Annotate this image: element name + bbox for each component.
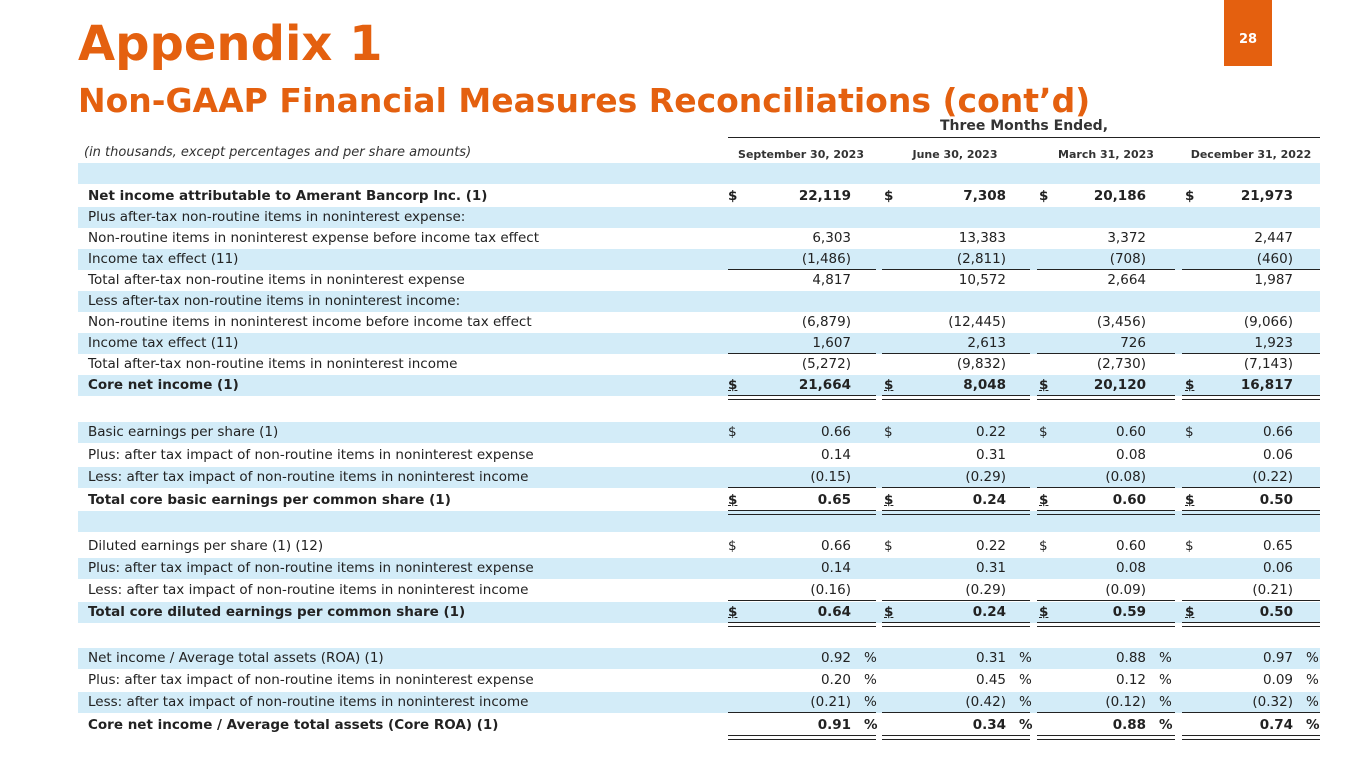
- currency-symbol: $: [884, 604, 894, 620]
- table-row: [78, 445, 1320, 466]
- underline-rule: [728, 712, 876, 713]
- currency-symbol: $: [1039, 538, 1048, 554]
- unit-symbol: %: [864, 694, 877, 710]
- currency-symbol: $: [1185, 188, 1195, 204]
- row-label: Total after-tax non-routine items in noninterest expense: [88, 272, 465, 288]
- underline-rule: [1037, 712, 1175, 713]
- table-row: [78, 312, 1320, 333]
- underline-rule: [728, 395, 876, 396]
- cell-value: 1,607: [812, 335, 851, 351]
- underline-rule: [728, 487, 876, 488]
- underline-rule: [882, 510, 1030, 511]
- cell-value: (0.29): [965, 469, 1006, 485]
- cell-value: 20,186: [1093, 188, 1146, 204]
- cell-value: 0.31: [975, 650, 1006, 666]
- currency-symbol: $: [1185, 424, 1194, 440]
- underline-rule: [882, 487, 1030, 488]
- currency-symbol: $: [884, 377, 894, 393]
- row-label: Less: after tax impact of non-routine items in noninterest income: [88, 694, 529, 710]
- table-row: [78, 692, 1320, 713]
- table-row: [78, 580, 1320, 601]
- currency-symbol: $: [1185, 538, 1194, 554]
- spacer-band: [78, 163, 1320, 184]
- page-title: Appendix 1: [78, 16, 383, 72]
- row-label: Core net income / Average total assets (Core ROA) (1): [88, 717, 499, 733]
- cell-value: (6,879): [801, 314, 851, 330]
- period-header: Three Months Ended,: [939, 118, 1109, 134]
- underline-rule: [728, 622, 876, 623]
- currency-symbol: $: [728, 188, 738, 204]
- underline-rule: [882, 600, 1030, 601]
- unit-symbol: %: [864, 650, 877, 666]
- row-label: Core net income (1): [88, 377, 239, 393]
- underline-rule: [882, 735, 1030, 736]
- underline-rule: [882, 712, 1030, 713]
- cell-value: 1,987: [1254, 272, 1293, 288]
- underline-rule: [882, 739, 1030, 740]
- cell-value: (0.42): [965, 694, 1006, 710]
- cell-value: 0.08: [1115, 447, 1146, 463]
- table-row: [78, 536, 1320, 557]
- unit-symbol: %: [1306, 694, 1319, 710]
- cell-value: 0.60: [1115, 424, 1146, 440]
- row-label: Plus: after tax impact of non-routine items in noninterest expense: [88, 672, 534, 688]
- table-row: [78, 467, 1320, 488]
- cell-value: (0.12): [1105, 694, 1146, 710]
- unit-symbol: %: [1159, 672, 1172, 688]
- table-row: [78, 422, 1320, 443]
- cell-value: 21,664: [798, 377, 851, 393]
- row-label: Income tax effect (11): [88, 335, 239, 351]
- underline-rule: [1037, 735, 1175, 736]
- row-label: Total after-tax non-routine items in noninterest income: [88, 356, 458, 372]
- cell-value: 4,817: [812, 272, 851, 288]
- cell-value: 0.12: [1115, 672, 1146, 688]
- unit-symbol: %: [1159, 650, 1172, 666]
- row-label: Net income / Average total assets (ROA) (1): [88, 650, 384, 666]
- cell-value: 0.50: [1259, 492, 1293, 508]
- cell-value: 0.66: [820, 538, 851, 554]
- cell-value: (708): [1109, 251, 1146, 267]
- cell-value: (9,832): [956, 356, 1006, 372]
- cell-value: (0.15): [810, 469, 851, 485]
- underline-rule: [728, 735, 876, 736]
- table-row: [78, 270, 1320, 291]
- underline-rule: [728, 399, 876, 400]
- cell-value: (3,456): [1096, 314, 1146, 330]
- cell-value: (1,486): [801, 251, 851, 267]
- cell-value: 0.97: [1262, 650, 1293, 666]
- cell-value: 0.06: [1262, 560, 1293, 576]
- underline-rule: [1182, 622, 1320, 623]
- cell-value: (9,066): [1243, 314, 1293, 330]
- currency-symbol: $: [728, 492, 738, 508]
- cell-value: 0.66: [1262, 424, 1293, 440]
- currency-symbol: $: [728, 604, 738, 620]
- currency-symbol: $: [1185, 492, 1195, 508]
- cell-value: (2,811): [956, 251, 1006, 267]
- underline-rule: [728, 626, 876, 627]
- row-label: Plus: after tax impact of non-routine items in noninterest expense: [88, 447, 534, 463]
- row-label: Less: after tax impact of non-routine items in noninterest income: [88, 582, 529, 598]
- cell-value: 0.06: [1262, 447, 1293, 463]
- cell-value: 7,308: [963, 188, 1006, 204]
- cell-value: 0.24: [972, 492, 1006, 508]
- unit-symbol: %: [864, 672, 877, 688]
- cell-value: 3,372: [1107, 230, 1146, 246]
- underline-rule: [728, 600, 876, 601]
- cell-value: 8,048: [963, 377, 1006, 393]
- underline-rule: [1037, 514, 1175, 515]
- cell-value: 726: [1120, 335, 1146, 351]
- row-label: Less: after tax impact of non-routine items in noninterest income: [88, 469, 529, 485]
- underline-rule: [728, 739, 876, 740]
- underline-rule: [1037, 510, 1175, 511]
- currency-symbol: $: [1185, 604, 1195, 620]
- row-label: Non-routine items in noninterest expense before income tax effect: [88, 230, 539, 246]
- currency-symbol: $: [884, 424, 893, 440]
- column-header: December 31, 2022: [1182, 148, 1320, 161]
- cell-value: 0.45: [975, 672, 1006, 688]
- underline-rule: [1037, 487, 1175, 488]
- cell-value: (0.32): [1252, 694, 1293, 710]
- underline-rule: [1182, 739, 1320, 740]
- cell-value: 0.22: [975, 424, 1006, 440]
- cell-value: 16,817: [1240, 377, 1293, 393]
- table-row: [78, 375, 1320, 396]
- currency-symbol: $: [728, 538, 737, 554]
- underline-rule: [1182, 514, 1320, 515]
- cell-value: (0.16): [810, 582, 851, 598]
- underline-rule: [882, 395, 1030, 396]
- row-label: Total core basic earnings per common share (1): [88, 492, 451, 508]
- cell-value: 22,119: [798, 188, 851, 204]
- unit-symbol: %: [1019, 650, 1032, 666]
- cell-value: 0.66: [820, 424, 851, 440]
- underline-rule: [1037, 399, 1175, 400]
- cell-value: 2,664: [1107, 272, 1146, 288]
- column-header: June 30, 2023: [882, 148, 1028, 161]
- table-row: [78, 186, 1320, 207]
- currency-symbol: $: [728, 424, 737, 440]
- unit-symbol: %: [1306, 650, 1319, 666]
- unit-symbol: %: [1019, 717, 1033, 733]
- underline-rule: [882, 622, 1030, 623]
- cell-value: 0.09: [1262, 672, 1293, 688]
- unit-symbol: %: [1159, 694, 1172, 710]
- cell-value: (7,143): [1243, 356, 1293, 372]
- table-row: [78, 558, 1320, 579]
- currency-symbol: $: [1039, 424, 1048, 440]
- unit-note: (in thousands, except percentages and per share amounts): [84, 145, 472, 160]
- underline-rule: [728, 510, 876, 511]
- row-label: Total core diluted earnings per common share (1): [88, 604, 466, 620]
- cell-value: 0.88: [1112, 717, 1146, 733]
- cell-value: 0.59: [1112, 604, 1146, 620]
- unit-symbol: %: [864, 717, 878, 733]
- underline-rule: [1182, 626, 1320, 627]
- table-row: [78, 715, 1320, 736]
- table-row: [78, 354, 1320, 375]
- cell-value: 0.91: [817, 717, 851, 733]
- cell-value: 0.50: [1259, 604, 1293, 620]
- unit-symbol: %: [1019, 694, 1032, 710]
- cell-value: 0.60: [1112, 492, 1146, 508]
- table-row: [78, 249, 1320, 270]
- row-label: Plus: after tax impact of non-routine items in noninterest expense: [88, 560, 534, 576]
- cell-value: 0.60: [1115, 538, 1146, 554]
- table-row: [78, 490, 1320, 511]
- cell-value: 2,613: [967, 335, 1006, 351]
- unit-symbol: %: [1306, 672, 1319, 688]
- currency-symbol: $: [1185, 377, 1195, 393]
- cell-value: 0.24: [972, 604, 1006, 620]
- underline-rule: [1037, 395, 1175, 396]
- cell-value: 0.88: [1115, 650, 1146, 666]
- currency-symbol: $: [728, 377, 738, 393]
- currency-symbol: $: [884, 188, 894, 204]
- underline-rule: [1182, 487, 1320, 488]
- cell-value: 0.74: [1259, 717, 1293, 733]
- table-row: [78, 602, 1320, 623]
- cell-value: 0.08: [1115, 560, 1146, 576]
- currency-symbol: $: [884, 492, 894, 508]
- row-label: Basic earnings per share (1): [88, 424, 279, 440]
- cell-value: 6,303: [812, 230, 851, 246]
- cell-value: 13,383: [958, 230, 1006, 246]
- table-row: [78, 333, 1320, 354]
- cell-value: 0.20: [820, 672, 851, 688]
- unit-symbol: %: [1019, 672, 1032, 688]
- cell-value: 0.34: [972, 717, 1006, 733]
- table-row: [78, 291, 1320, 312]
- column-header: September 30, 2023: [728, 148, 874, 161]
- currency-symbol: $: [1039, 604, 1049, 620]
- cell-value: (0.22): [1252, 469, 1293, 485]
- underline-rule: [1037, 739, 1175, 740]
- underline-rule: [1182, 712, 1320, 713]
- row-label: Non-routine items in noninterest income before income tax effect: [88, 314, 532, 330]
- unit-symbol: %: [1306, 717, 1320, 733]
- underline-rule: [882, 514, 1030, 515]
- table-row: [78, 228, 1320, 249]
- underline-rule: [1037, 600, 1175, 601]
- underline-rule: [882, 626, 1030, 627]
- cell-value: (0.21): [1252, 582, 1293, 598]
- page-subtitle: Non-GAAP Financial Measures Reconciliations (cont’d): [78, 81, 1091, 120]
- cell-value: (460): [1256, 251, 1293, 267]
- underline-rule: [728, 514, 876, 515]
- row-label: Diluted earnings per share (1) (12): [88, 538, 324, 554]
- row-label: Net income attributable to Amerant Bancorp Inc. (1): [88, 188, 488, 204]
- cell-value: 0.31: [975, 447, 1006, 463]
- cell-value: (2,730): [1096, 356, 1146, 372]
- underline-rule: [1182, 600, 1320, 601]
- underline-rule: [1182, 399, 1320, 400]
- currency-symbol: $: [1039, 492, 1049, 508]
- underline-rule: [1182, 395, 1320, 396]
- cell-value: (0.08): [1105, 469, 1146, 485]
- underline-rule: [882, 399, 1030, 400]
- cell-value: 0.14: [820, 447, 851, 463]
- cell-value: 0.31: [975, 560, 1006, 576]
- page-number-badge: [1224, 0, 1272, 66]
- column-header: March 31, 2023: [1037, 148, 1175, 161]
- cell-value: (0.21): [810, 694, 851, 710]
- underline-rule: [1182, 735, 1320, 736]
- table-row: [78, 670, 1320, 691]
- underline-rule: [1037, 622, 1175, 623]
- cell-value: 20,120: [1093, 377, 1146, 393]
- cell-value: 0.65: [1262, 538, 1293, 554]
- row-label: Income tax effect (11): [88, 251, 239, 267]
- currency-symbol: $: [884, 538, 893, 554]
- currency-symbol: $: [1039, 188, 1049, 204]
- underline-rule: [1037, 626, 1175, 627]
- table-row: [78, 648, 1320, 669]
- unit-symbol: %: [1159, 717, 1173, 733]
- cell-value: 0.22: [975, 538, 1006, 554]
- cell-value: 1,923: [1254, 335, 1293, 351]
- period-underline: [728, 137, 1320, 138]
- row-label: Plus after-tax non-routine items in noninterest expense:: [88, 209, 466, 225]
- cell-value: 0.64: [817, 604, 851, 620]
- page-number: 28: [1238, 32, 1258, 47]
- cell-value: 0.65: [817, 492, 851, 508]
- cell-value: 0.92: [820, 650, 851, 666]
- cell-value: (0.29): [965, 582, 1006, 598]
- underline-rule: [1182, 510, 1320, 511]
- cell-value: 10,572: [958, 272, 1006, 288]
- currency-symbol: $: [1039, 377, 1049, 393]
- cell-value: 21,973: [1240, 188, 1293, 204]
- cell-value: (0.09): [1105, 582, 1146, 598]
- table-row: [78, 207, 1320, 228]
- cell-value: 0.14: [820, 560, 851, 576]
- cell-value: (12,445): [948, 314, 1006, 330]
- cell-value: (5,272): [801, 356, 851, 372]
- cell-value: 2,447: [1254, 230, 1293, 246]
- row-label: Less after-tax non-routine items in noninterest income:: [88, 293, 461, 309]
